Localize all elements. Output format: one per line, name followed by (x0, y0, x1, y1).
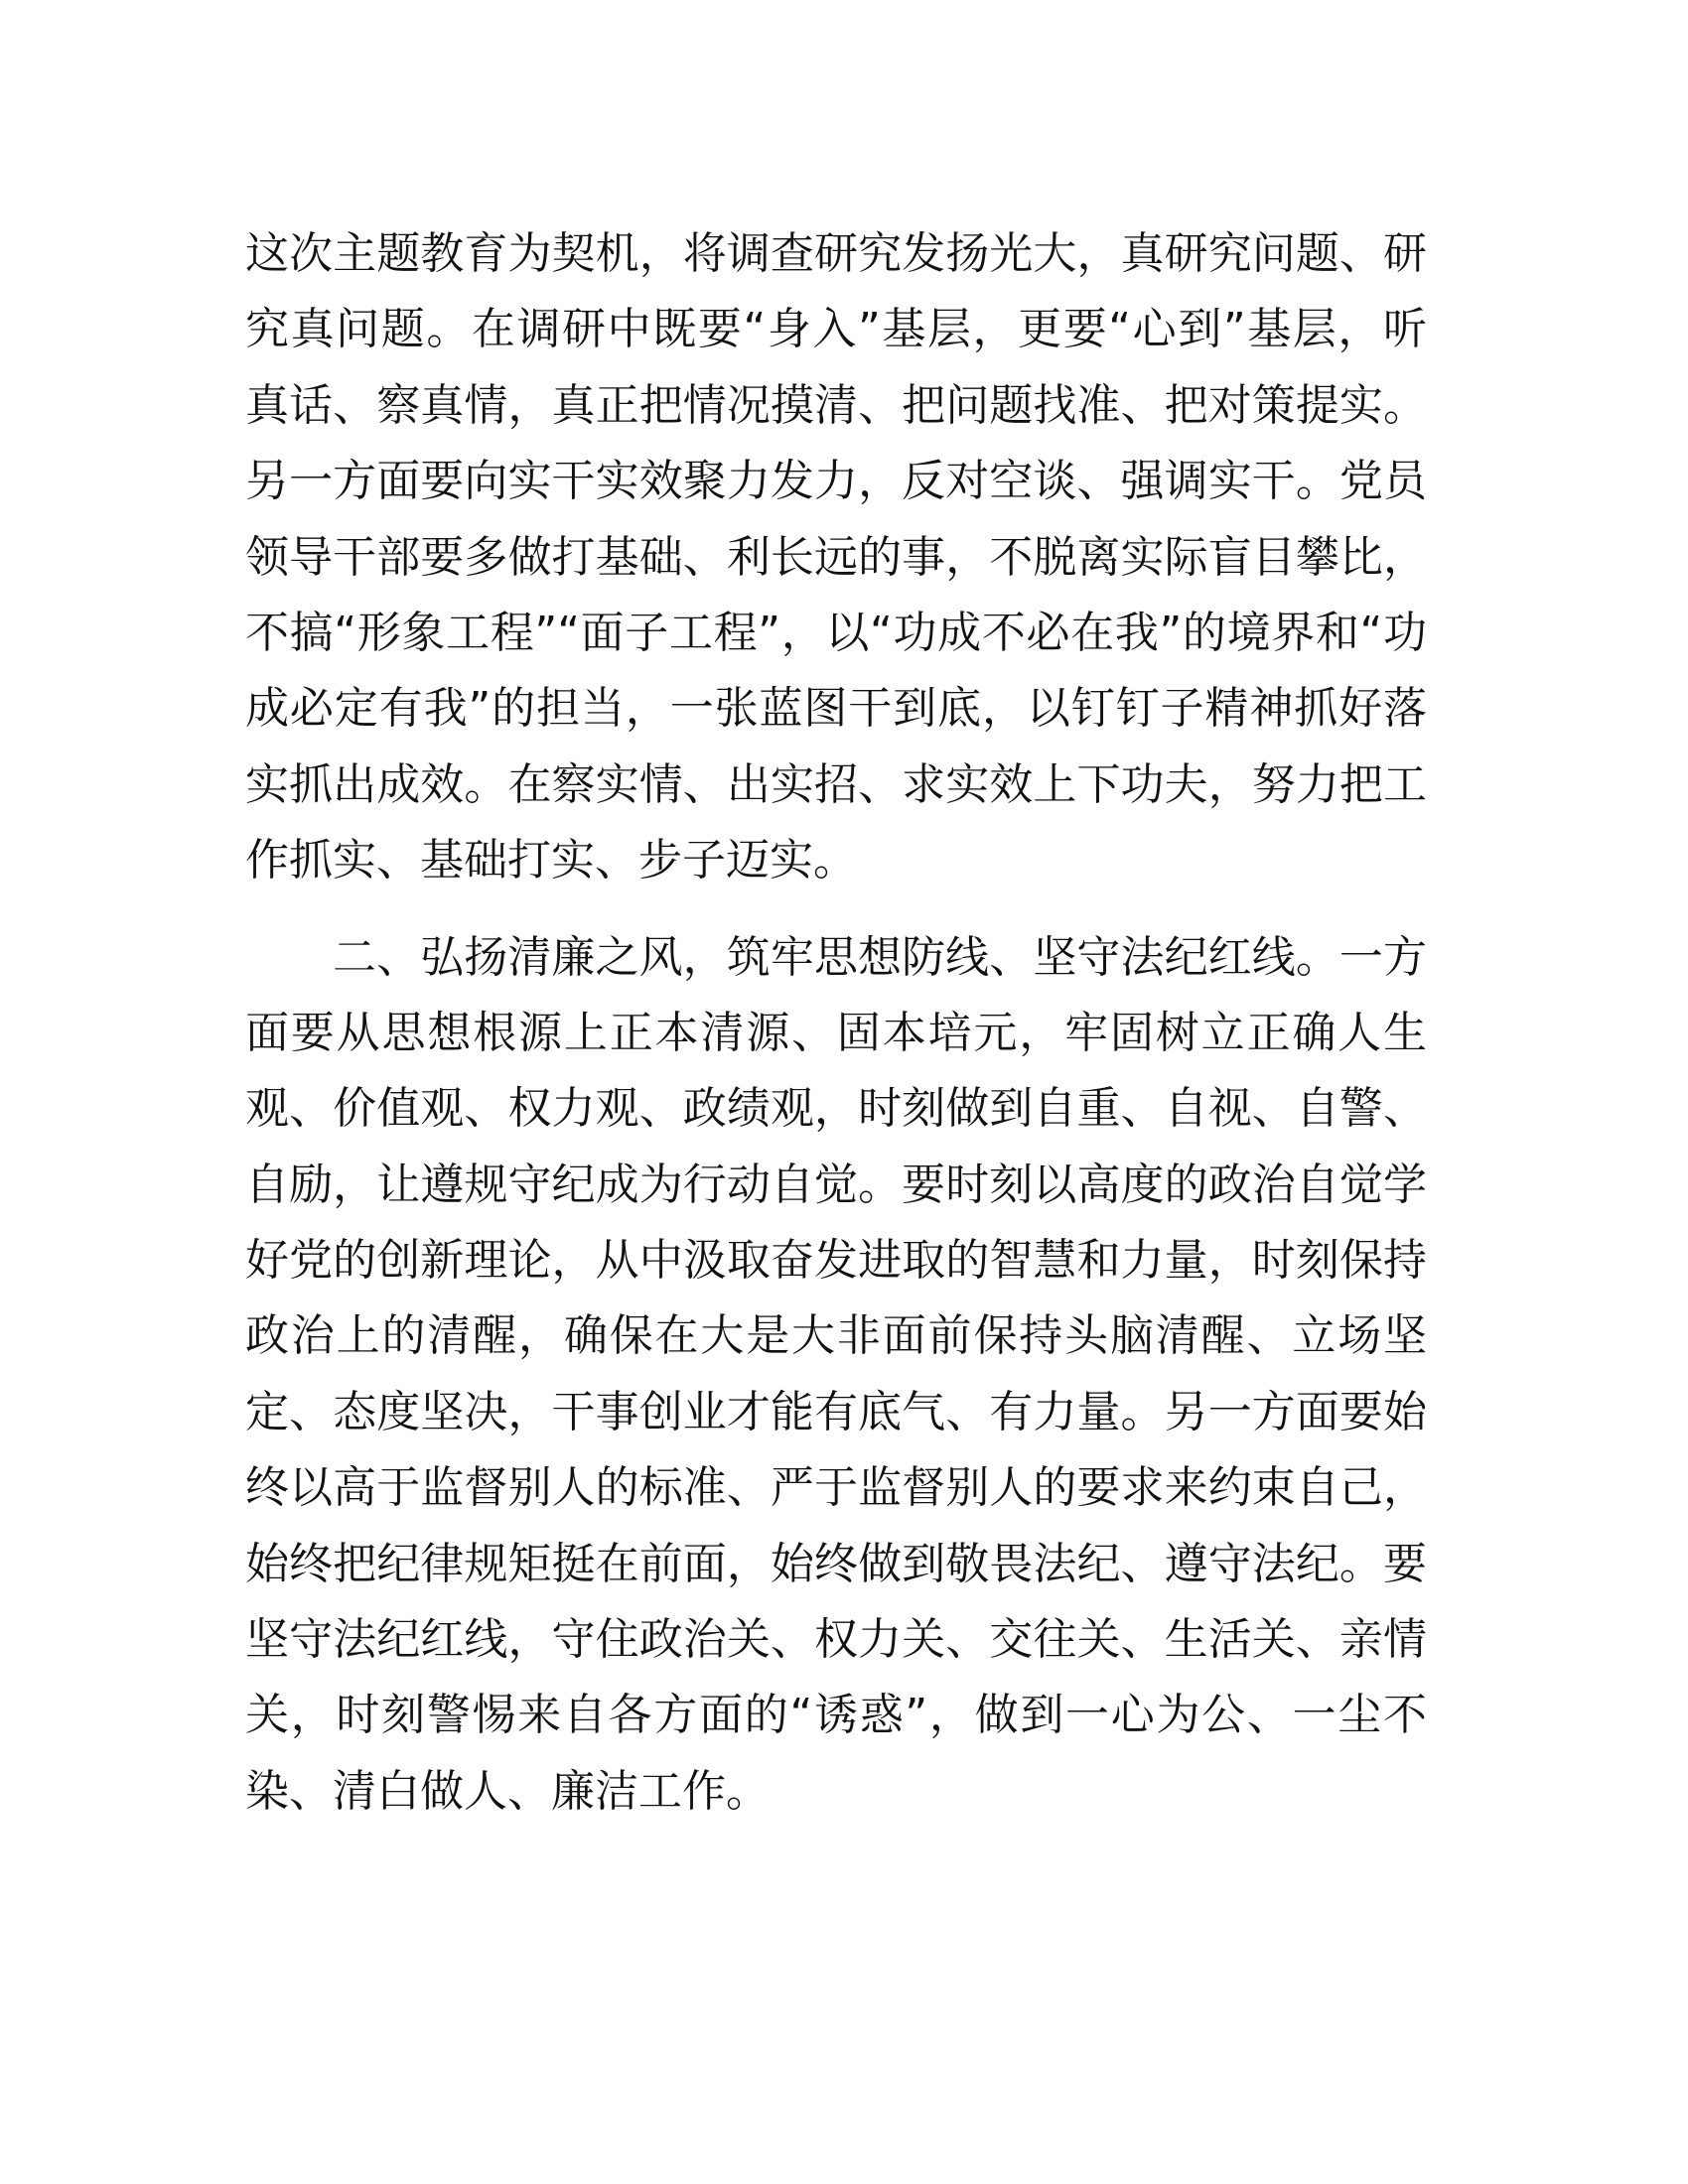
paragraph-1 (245, 216, 1427, 899)
document-page (245, 216, 1427, 1830)
text-line: 政治上的清醒，确保在大是大非面前保持头脑清醒、立场坚 (245, 1310, 1427, 1362)
text-line: 究真问题。在调研中既要“身入”基层，更要“心到”基层，听 (245, 304, 1427, 355)
text-line: 自励，让遵规守纪成为行动自觉。要时刻以高度的政治自觉学 (245, 1159, 1427, 1210)
text-line: 真话、察真情，真正把情况摸清、把问题找准、把对策提实。 (245, 379, 1427, 431)
text-line: 领导干部要多做打基础、利长远的事，不脱离实际盲目攀比， (245, 531, 1427, 583)
text-line: 观、价值观、权力观、政绩观，时刻做到自重、自视、自警、 (245, 1083, 1427, 1135)
text-line: 染、清白做人、廉洁工作。 (245, 1765, 770, 1817)
text-line: 作抓实、基础打实、步子迈实。 (245, 835, 857, 887)
text-line: 坚守法纪红线，守住政治关、权力关、交往关、生活关、亲情 (245, 1614, 1427, 1666)
text-line: 另一方面要向实干实效聚力发力，反对空谈、强调实干。党员 (245, 456, 1427, 507)
text-line: 这次主题教育为契机，将调查研究发扬光大，真研究问题、研 (245, 228, 1427, 279)
text-line: 实抓出成效。在察实情、出实招、求实效上下功夫，努力把工 (245, 758, 1427, 810)
text-line: 终以高于监督别人的标准、严于监督别人的要求来约束自己， (245, 1462, 1427, 1514)
text-line: 好党的创新理论，从中汲取奋发进取的智慧和力量，时刻保持 (245, 1235, 1427, 1287)
paragraph-2 (245, 920, 1427, 1831)
text-line: 始终把纪律规矩挺在前面，始终做到敬畏法纪、遵守法纪。要 (245, 1538, 1427, 1589)
text-line: 成必定有我”的担当，一张蓝图干到底，以钉钉子精神抓好落 (245, 683, 1427, 735)
section-heading-line: 二、弘扬清廉之风，筑牢思想防线、坚守法纪红线。一方 (333, 931, 1427, 983)
text-line: 关，时刻警惕来自各方面的“诱惑”，做到一心为公、一尘不 (245, 1690, 1427, 1741)
text-line: 不搞“形象工程”“面子工程”，以“功成不必在我”的境界和“功 (245, 607, 1427, 658)
text-line: 定、态度坚决，干事创业才能有底气、有力量。另一方面要始 (245, 1386, 1427, 1437)
text-line: 面要从思想根源上正本清源、固本培元，牢固树立正确人生 (245, 1007, 1427, 1058)
